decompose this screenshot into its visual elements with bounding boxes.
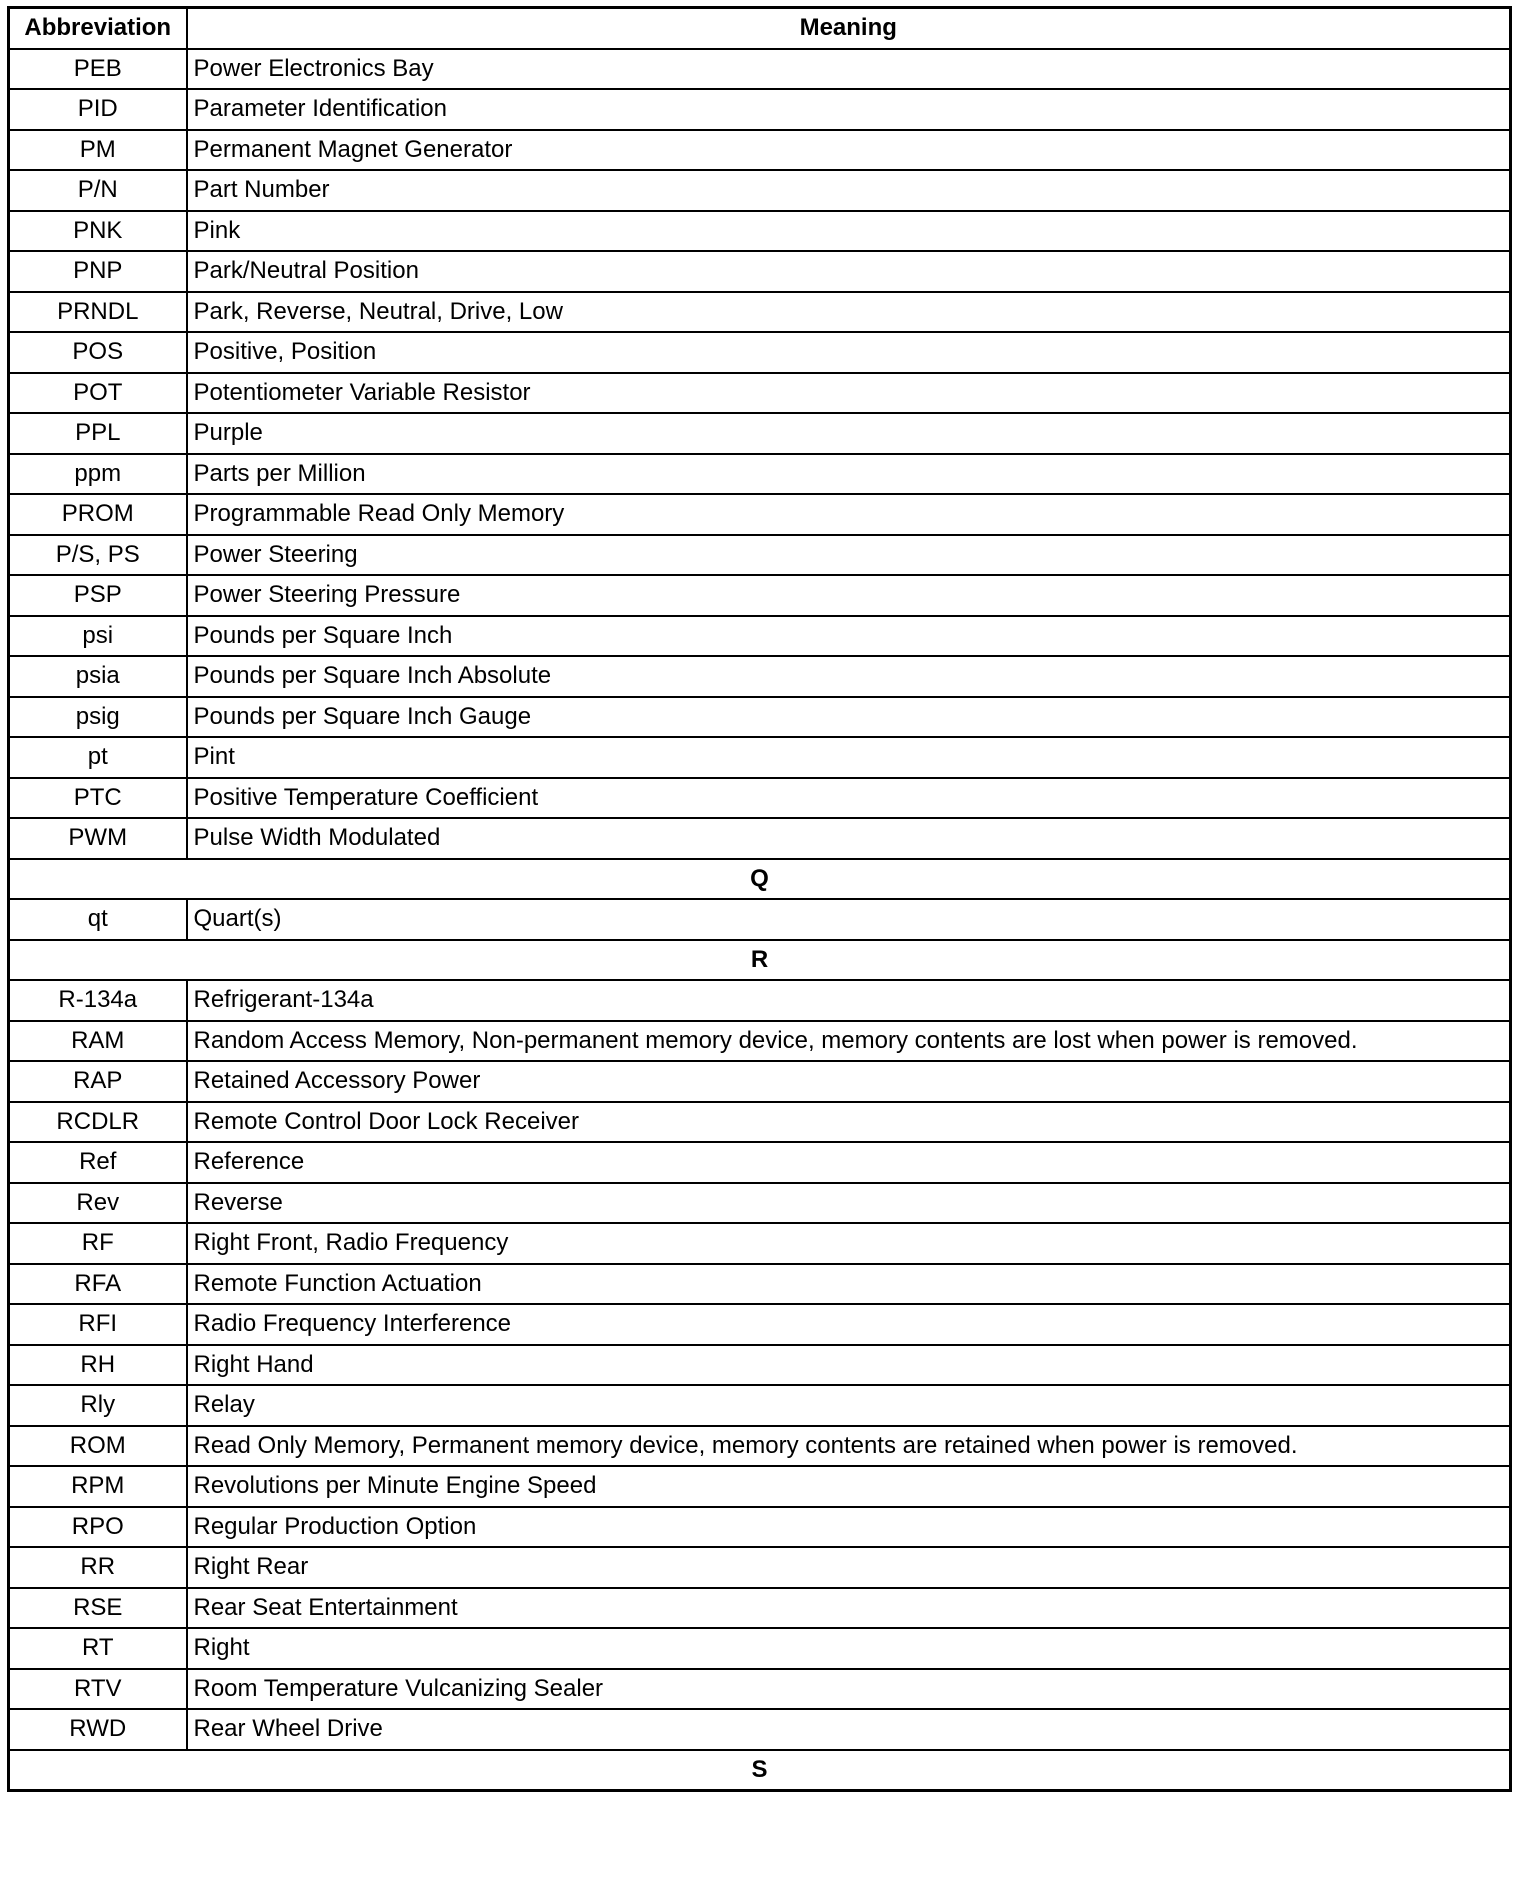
abbreviation-cell: RTV bbox=[9, 1669, 187, 1710]
table-row bbox=[9, 292, 1511, 333]
abbreviation-table bbox=[7, 6, 1512, 1792]
section-letter: R bbox=[9, 940, 1511, 981]
abbreviation-cell: PEB bbox=[9, 49, 187, 90]
abbreviation-cell: RWD bbox=[9, 1709, 187, 1750]
abbreviation-cell: RFA bbox=[9, 1264, 187, 1305]
table-row bbox=[9, 1547, 1511, 1588]
meaning-cell: Parameter Identification bbox=[187, 89, 1511, 130]
table-row bbox=[9, 1264, 1511, 1305]
abbreviation-cell: Rly bbox=[9, 1385, 187, 1426]
table-row bbox=[9, 1588, 1511, 1629]
table-row bbox=[9, 1142, 1511, 1183]
meaning-cell: Pink bbox=[187, 211, 1511, 252]
table-row bbox=[9, 1709, 1511, 1750]
abbreviation-cell: RAM bbox=[9, 1021, 187, 1062]
meaning-cell: Permanent Magnet Generator bbox=[187, 130, 1511, 171]
meaning-cell: Pounds per Square Inch Gauge bbox=[187, 697, 1511, 738]
meaning-column-header: Meaning bbox=[187, 8, 1511, 49]
abbreviation-cell: POT bbox=[9, 373, 187, 414]
table-row bbox=[9, 1426, 1511, 1467]
table-row bbox=[9, 1021, 1511, 1062]
abbreviation-cell: psi bbox=[9, 616, 187, 657]
table-row bbox=[9, 616, 1511, 657]
abbreviation-cell: POS bbox=[9, 332, 187, 373]
meaning-cell: Power Steering bbox=[187, 535, 1511, 576]
meaning-cell: Right bbox=[187, 1628, 1511, 1669]
meaning-cell: Read Only Memory, Permanent memory device, memory contents are retained when power is removed. bbox=[187, 1426, 1511, 1467]
table-row bbox=[9, 494, 1511, 535]
meaning-cell: Pulse Width Modulated bbox=[187, 818, 1511, 859]
meaning-cell: Rear Seat Entertainment bbox=[187, 1588, 1511, 1629]
meaning-cell: Revolutions per Minute Engine Speed bbox=[187, 1466, 1511, 1507]
table-row bbox=[9, 818, 1511, 859]
table-row bbox=[9, 1223, 1511, 1264]
abbreviation-cell: RF bbox=[9, 1223, 187, 1264]
table-row bbox=[9, 980, 1511, 1021]
table-row bbox=[9, 170, 1511, 211]
abbreviation-cell: PNK bbox=[9, 211, 187, 252]
abbreviation-cell: RFI bbox=[9, 1304, 187, 1345]
abbreviation-column-header: Abbreviation bbox=[9, 8, 187, 49]
abbreviation-cell: PPL bbox=[9, 413, 187, 454]
abbreviation-cell: qt bbox=[9, 899, 187, 940]
meaning-cell: Regular Production Option bbox=[187, 1507, 1511, 1548]
meaning-cell: Parts per Million bbox=[187, 454, 1511, 495]
abbreviation-cell: psig bbox=[9, 697, 187, 738]
abbreviation-cell: PID bbox=[9, 89, 187, 130]
table-header-row bbox=[9, 8, 1511, 49]
abbreviation-cell: RSE bbox=[9, 1588, 187, 1629]
table-row bbox=[9, 1669, 1511, 1710]
table-row bbox=[9, 1061, 1511, 1102]
abbreviation-cell: RPO bbox=[9, 1507, 187, 1548]
meaning-cell: Remote Function Actuation bbox=[187, 1264, 1511, 1305]
meaning-cell: Programmable Read Only Memory bbox=[187, 494, 1511, 535]
meaning-cell: Pounds per Square Inch Absolute bbox=[187, 656, 1511, 697]
abbreviation-cell: RCDLR bbox=[9, 1102, 187, 1143]
table-row bbox=[9, 130, 1511, 171]
abbreviation-cell: PTC bbox=[9, 778, 187, 819]
abbreviation-cell: P/S, PS bbox=[9, 535, 187, 576]
abbreviation-cell: PRNDL bbox=[9, 292, 187, 333]
table-row bbox=[9, 211, 1511, 252]
meaning-cell: Random Access Memory, Non-permanent memory device, memory contents are lost when power is removed. bbox=[187, 1021, 1511, 1062]
table-body bbox=[9, 49, 1511, 1791]
abbreviation-cell: PSP bbox=[9, 575, 187, 616]
table-row bbox=[9, 1507, 1511, 1548]
meaning-cell: Pint bbox=[187, 737, 1511, 778]
table-row bbox=[9, 413, 1511, 454]
abbreviation-cell: ppm bbox=[9, 454, 187, 495]
abbreviation-cell: Ref bbox=[9, 1142, 187, 1183]
meaning-cell: Right Rear bbox=[187, 1547, 1511, 1588]
section-heading-row bbox=[9, 940, 1511, 981]
abbreviation-cell: P/N bbox=[9, 170, 187, 211]
section-heading-row bbox=[9, 859, 1511, 900]
meaning-cell: Right Hand bbox=[187, 1345, 1511, 1386]
table-row bbox=[9, 1304, 1511, 1345]
table-row bbox=[9, 697, 1511, 738]
abbreviation-cell: ROM bbox=[9, 1426, 187, 1467]
meaning-cell: Right Front, Radio Frequency bbox=[187, 1223, 1511, 1264]
meaning-cell: Quart(s) bbox=[187, 899, 1511, 940]
abbreviation-cell: RT bbox=[9, 1628, 187, 1669]
abbreviation-cell: RR bbox=[9, 1547, 187, 1588]
table-row bbox=[9, 575, 1511, 616]
table-row bbox=[9, 332, 1511, 373]
table-row bbox=[9, 899, 1511, 940]
meaning-cell: Radio Frequency Interference bbox=[187, 1304, 1511, 1345]
meaning-cell: Park, Reverse, Neutral, Drive, Low bbox=[187, 292, 1511, 333]
section-letter: S bbox=[9, 1750, 1511, 1791]
table-row bbox=[9, 1102, 1511, 1143]
meaning-cell: Room Temperature Vulcanizing Sealer bbox=[187, 1669, 1511, 1710]
meaning-cell: Positive Temperature Coefficient bbox=[187, 778, 1511, 819]
meaning-cell: Park/Neutral Position bbox=[187, 251, 1511, 292]
abbreviation-cell: RPM bbox=[9, 1466, 187, 1507]
table-row bbox=[9, 1466, 1511, 1507]
table-row bbox=[9, 778, 1511, 819]
abbreviation-cell: PROM bbox=[9, 494, 187, 535]
table-row bbox=[9, 1183, 1511, 1224]
abbreviation-cell: pt bbox=[9, 737, 187, 778]
abbreviation-cell: PM bbox=[9, 130, 187, 171]
meaning-cell: Power Electronics Bay bbox=[187, 49, 1511, 90]
abbreviation-cell: Rev bbox=[9, 1183, 187, 1224]
abbreviation-cell: psia bbox=[9, 656, 187, 697]
table-row bbox=[9, 1385, 1511, 1426]
table-row bbox=[9, 49, 1511, 90]
meaning-cell: Positive, Position bbox=[187, 332, 1511, 373]
meaning-cell: Rear Wheel Drive bbox=[187, 1709, 1511, 1750]
table-row bbox=[9, 1345, 1511, 1386]
table-row bbox=[9, 454, 1511, 495]
table-row bbox=[9, 535, 1511, 576]
table-row bbox=[9, 737, 1511, 778]
meaning-cell: Pounds per Square Inch bbox=[187, 616, 1511, 657]
table-row bbox=[9, 656, 1511, 697]
meaning-cell: Part Number bbox=[187, 170, 1511, 211]
meaning-cell: Retained Accessory Power bbox=[187, 1061, 1511, 1102]
abbreviation-cell: PWM bbox=[9, 818, 187, 859]
abbreviation-cell: R-134a bbox=[9, 980, 187, 1021]
meaning-cell: Remote Control Door Lock Receiver bbox=[187, 1102, 1511, 1143]
meaning-cell: Refrigerant-134a bbox=[187, 980, 1511, 1021]
table-row bbox=[9, 251, 1511, 292]
section-letter: Q bbox=[9, 859, 1511, 900]
meaning-cell: Reverse bbox=[187, 1183, 1511, 1224]
meaning-cell: Purple bbox=[187, 413, 1511, 454]
section-heading-row bbox=[9, 1750, 1511, 1791]
meaning-cell: Relay bbox=[187, 1385, 1511, 1426]
abbreviation-cell: PNP bbox=[9, 251, 187, 292]
meaning-cell: Potentiometer Variable Resistor bbox=[187, 373, 1511, 414]
table-row bbox=[9, 373, 1511, 414]
table-row bbox=[9, 89, 1511, 130]
meaning-cell: Power Steering Pressure bbox=[187, 575, 1511, 616]
table-row bbox=[9, 1628, 1511, 1669]
meaning-cell: Reference bbox=[187, 1142, 1511, 1183]
abbreviation-cell: RH bbox=[9, 1345, 187, 1386]
abbreviation-cell: RAP bbox=[9, 1061, 187, 1102]
